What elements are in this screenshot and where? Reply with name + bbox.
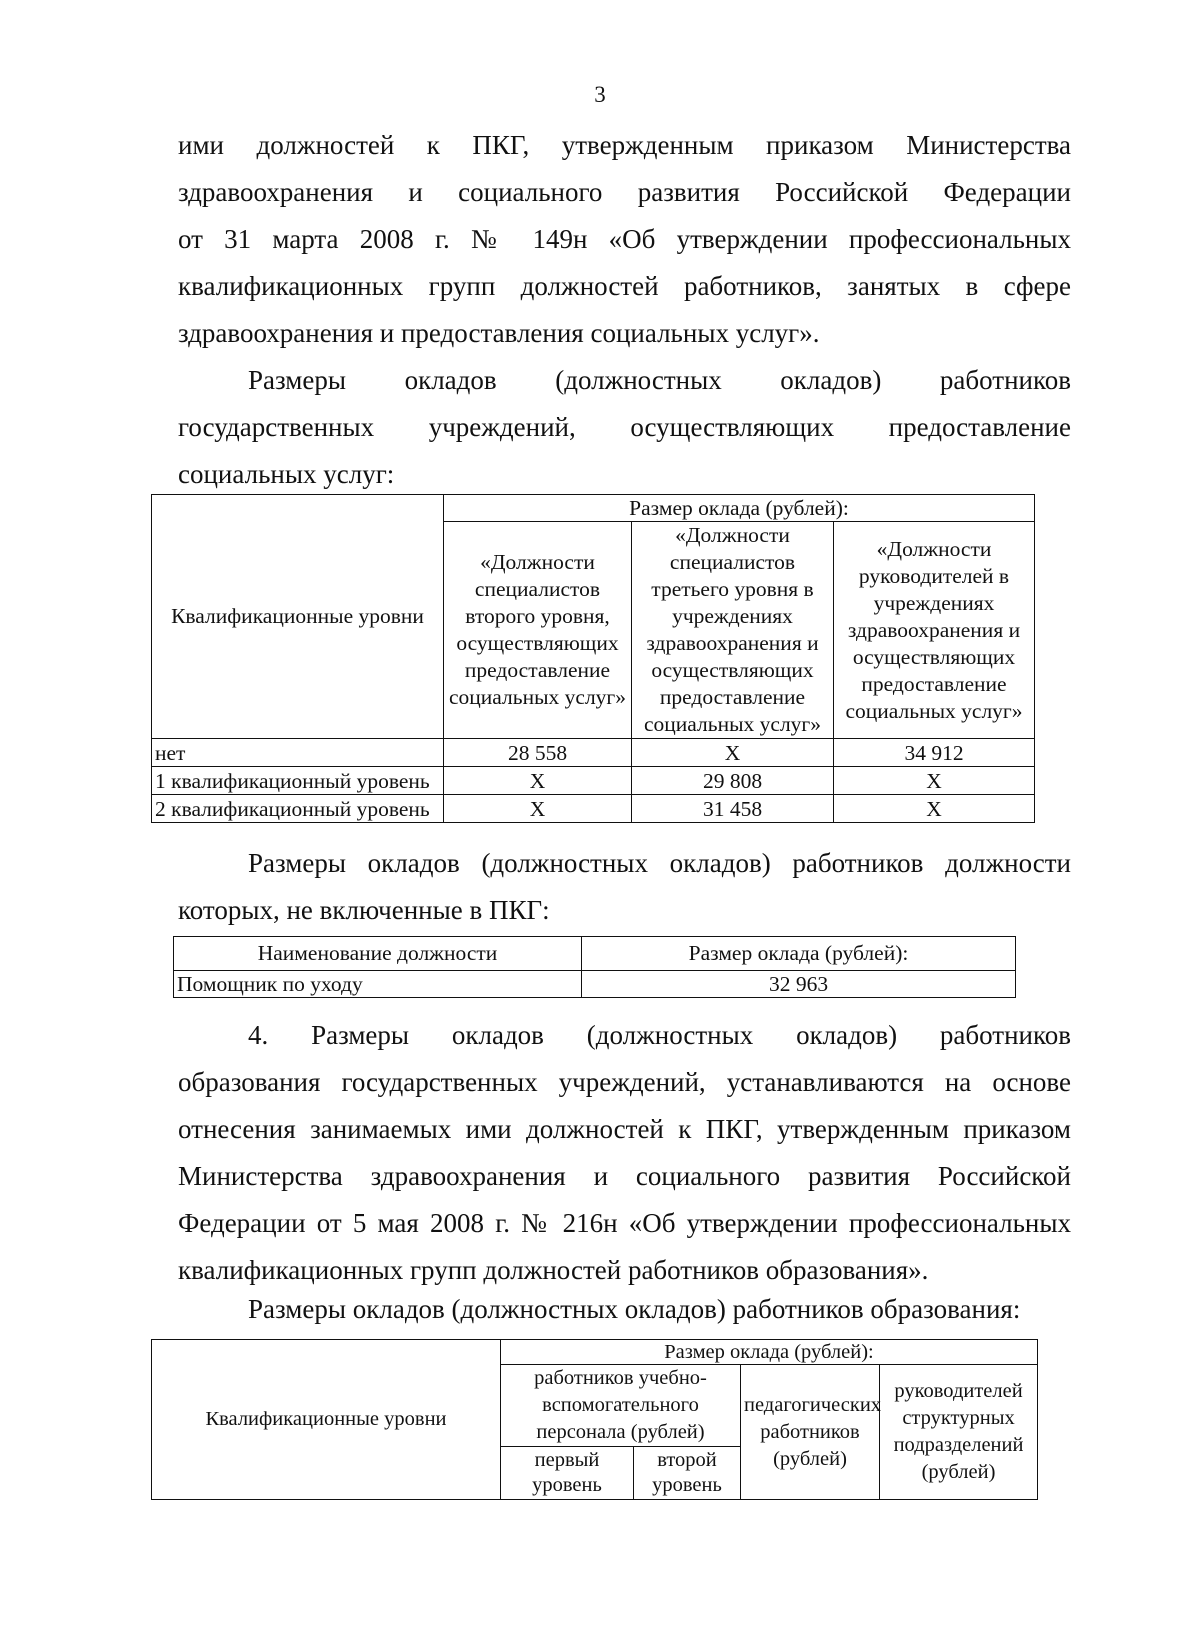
text-line: Размеры окладов (должностных окладов) работников bbox=[248, 365, 1071, 395]
value-cell: 31 458 bbox=[632, 795, 834, 823]
text-line: здравоохранения и предоставления социальных услуг». bbox=[178, 318, 820, 348]
value-cell: X bbox=[632, 739, 834, 767]
table-row bbox=[152, 739, 1035, 767]
text-line: государственных учреждений, осуществляющих предоставление bbox=[178, 412, 1071, 442]
qualification-levels-header: Квалификационные уровни bbox=[152, 1340, 501, 1500]
paragraph-education-salaries bbox=[178, 1286, 1071, 1333]
salary-header: Размер оклада (рублей): bbox=[582, 937, 1016, 971]
value-cell: 28 558 bbox=[444, 739, 632, 767]
value-cell: X bbox=[834, 767, 1035, 795]
text-line: 4. Размеры окладов (должностных окладов) работников bbox=[248, 1020, 1071, 1050]
text-line: квалификационных групп должностей работников, занятых в сфере bbox=[178, 271, 1071, 301]
text-line: Федерации от 5 мая 2008 г. № 216н «Об утверждении профессиональных bbox=[178, 1208, 1071, 1238]
column-header: «Должности руководителей в учреждениях здравоохранения и осуществляющих предоставление социальных услуг» bbox=[834, 522, 1035, 739]
level-cell: 2 квалификационный уровень bbox=[152, 795, 444, 823]
text-line: Министерства здравоохранения и социального развития Российской bbox=[178, 1161, 1071, 1191]
pedagogical-staff-header: педагогических работников (рублей) bbox=[741, 1365, 880, 1500]
support-staff-header: работников учебно-вспомогательного персонала (рублей) bbox=[501, 1365, 741, 1447]
department-heads-header: руководителей структурных подразделений (рублей) bbox=[880, 1365, 1038, 1500]
value-cell: X bbox=[444, 767, 632, 795]
column-header: «Должности специалистов второго уровня, осуществляющих предоставление социальных услуг» bbox=[444, 522, 632, 739]
table-row bbox=[152, 795, 1035, 823]
non-pkg-salary-table bbox=[173, 936, 1016, 998]
education-salary-table bbox=[151, 1339, 1038, 1500]
page-number: 3 bbox=[594, 82, 606, 107]
text-line: Размеры окладов (должностных окладов) работников образования: bbox=[248, 1294, 1021, 1324]
value-cell: 29 808 bbox=[632, 767, 834, 795]
first-level-header: первый уровень bbox=[501, 1447, 634, 1500]
position-name-cell: Помощник по уходу bbox=[174, 971, 582, 998]
text-line: которых, не включенные в ПКГ: bbox=[178, 895, 550, 925]
level-cell: 1 квалификационный уровень bbox=[152, 767, 444, 795]
text-line: от 31 марта 2008 г. № 149н «Об утверждении профессиональных bbox=[178, 224, 1071, 254]
paragraph-education-pkg bbox=[178, 1012, 1071, 1294]
social-salary-table bbox=[151, 494, 1035, 823]
value-cell: X bbox=[444, 795, 632, 823]
paragraph-healthcare-pkg bbox=[178, 122, 1071, 357]
value-cell: X bbox=[834, 795, 1035, 823]
text-line: ими должностей к ПКГ, утвержденным приказом Министерства bbox=[178, 130, 1071, 160]
text-line: Размеры окладов (должностных окладов) работников должности bbox=[248, 848, 1071, 878]
text-line: образования государственных учреждений, устанавливаются на основе bbox=[178, 1067, 1071, 1097]
table-row bbox=[152, 767, 1035, 795]
position-name-header: Наименование должности bbox=[174, 937, 582, 971]
level-cell: нет bbox=[152, 739, 444, 767]
value-cell: 34 912 bbox=[834, 739, 1035, 767]
text-line: квалификационных групп должностей работников образования». bbox=[178, 1255, 929, 1285]
salary-value-cell: 32 963 bbox=[582, 971, 1016, 998]
qualification-levels-header: Квалификационные уровни bbox=[152, 495, 444, 739]
text-line: здравоохранения и социального развития Российской Федерации bbox=[178, 177, 1071, 207]
paragraph-social-salaries bbox=[178, 357, 1071, 498]
salary-group-header: Размер оклада (рублей): bbox=[444, 495, 1035, 522]
text-line: отнесения занимаемых ими должностей к ПКГ, утвержденным приказом bbox=[178, 1114, 1071, 1144]
column-header: «Должности специалистов третьего уровня в учреждениях здравоохранения и осуществляющих предоставление социальных услуг» bbox=[632, 522, 834, 739]
table-row bbox=[174, 971, 1016, 998]
salary-group-header: Размер оклада (рублей): bbox=[501, 1340, 1038, 1365]
second-level-header: второй уровень bbox=[634, 1447, 741, 1500]
text-line: социальных услуг: bbox=[178, 459, 395, 489]
paragraph-non-pkg bbox=[178, 840, 1071, 934]
